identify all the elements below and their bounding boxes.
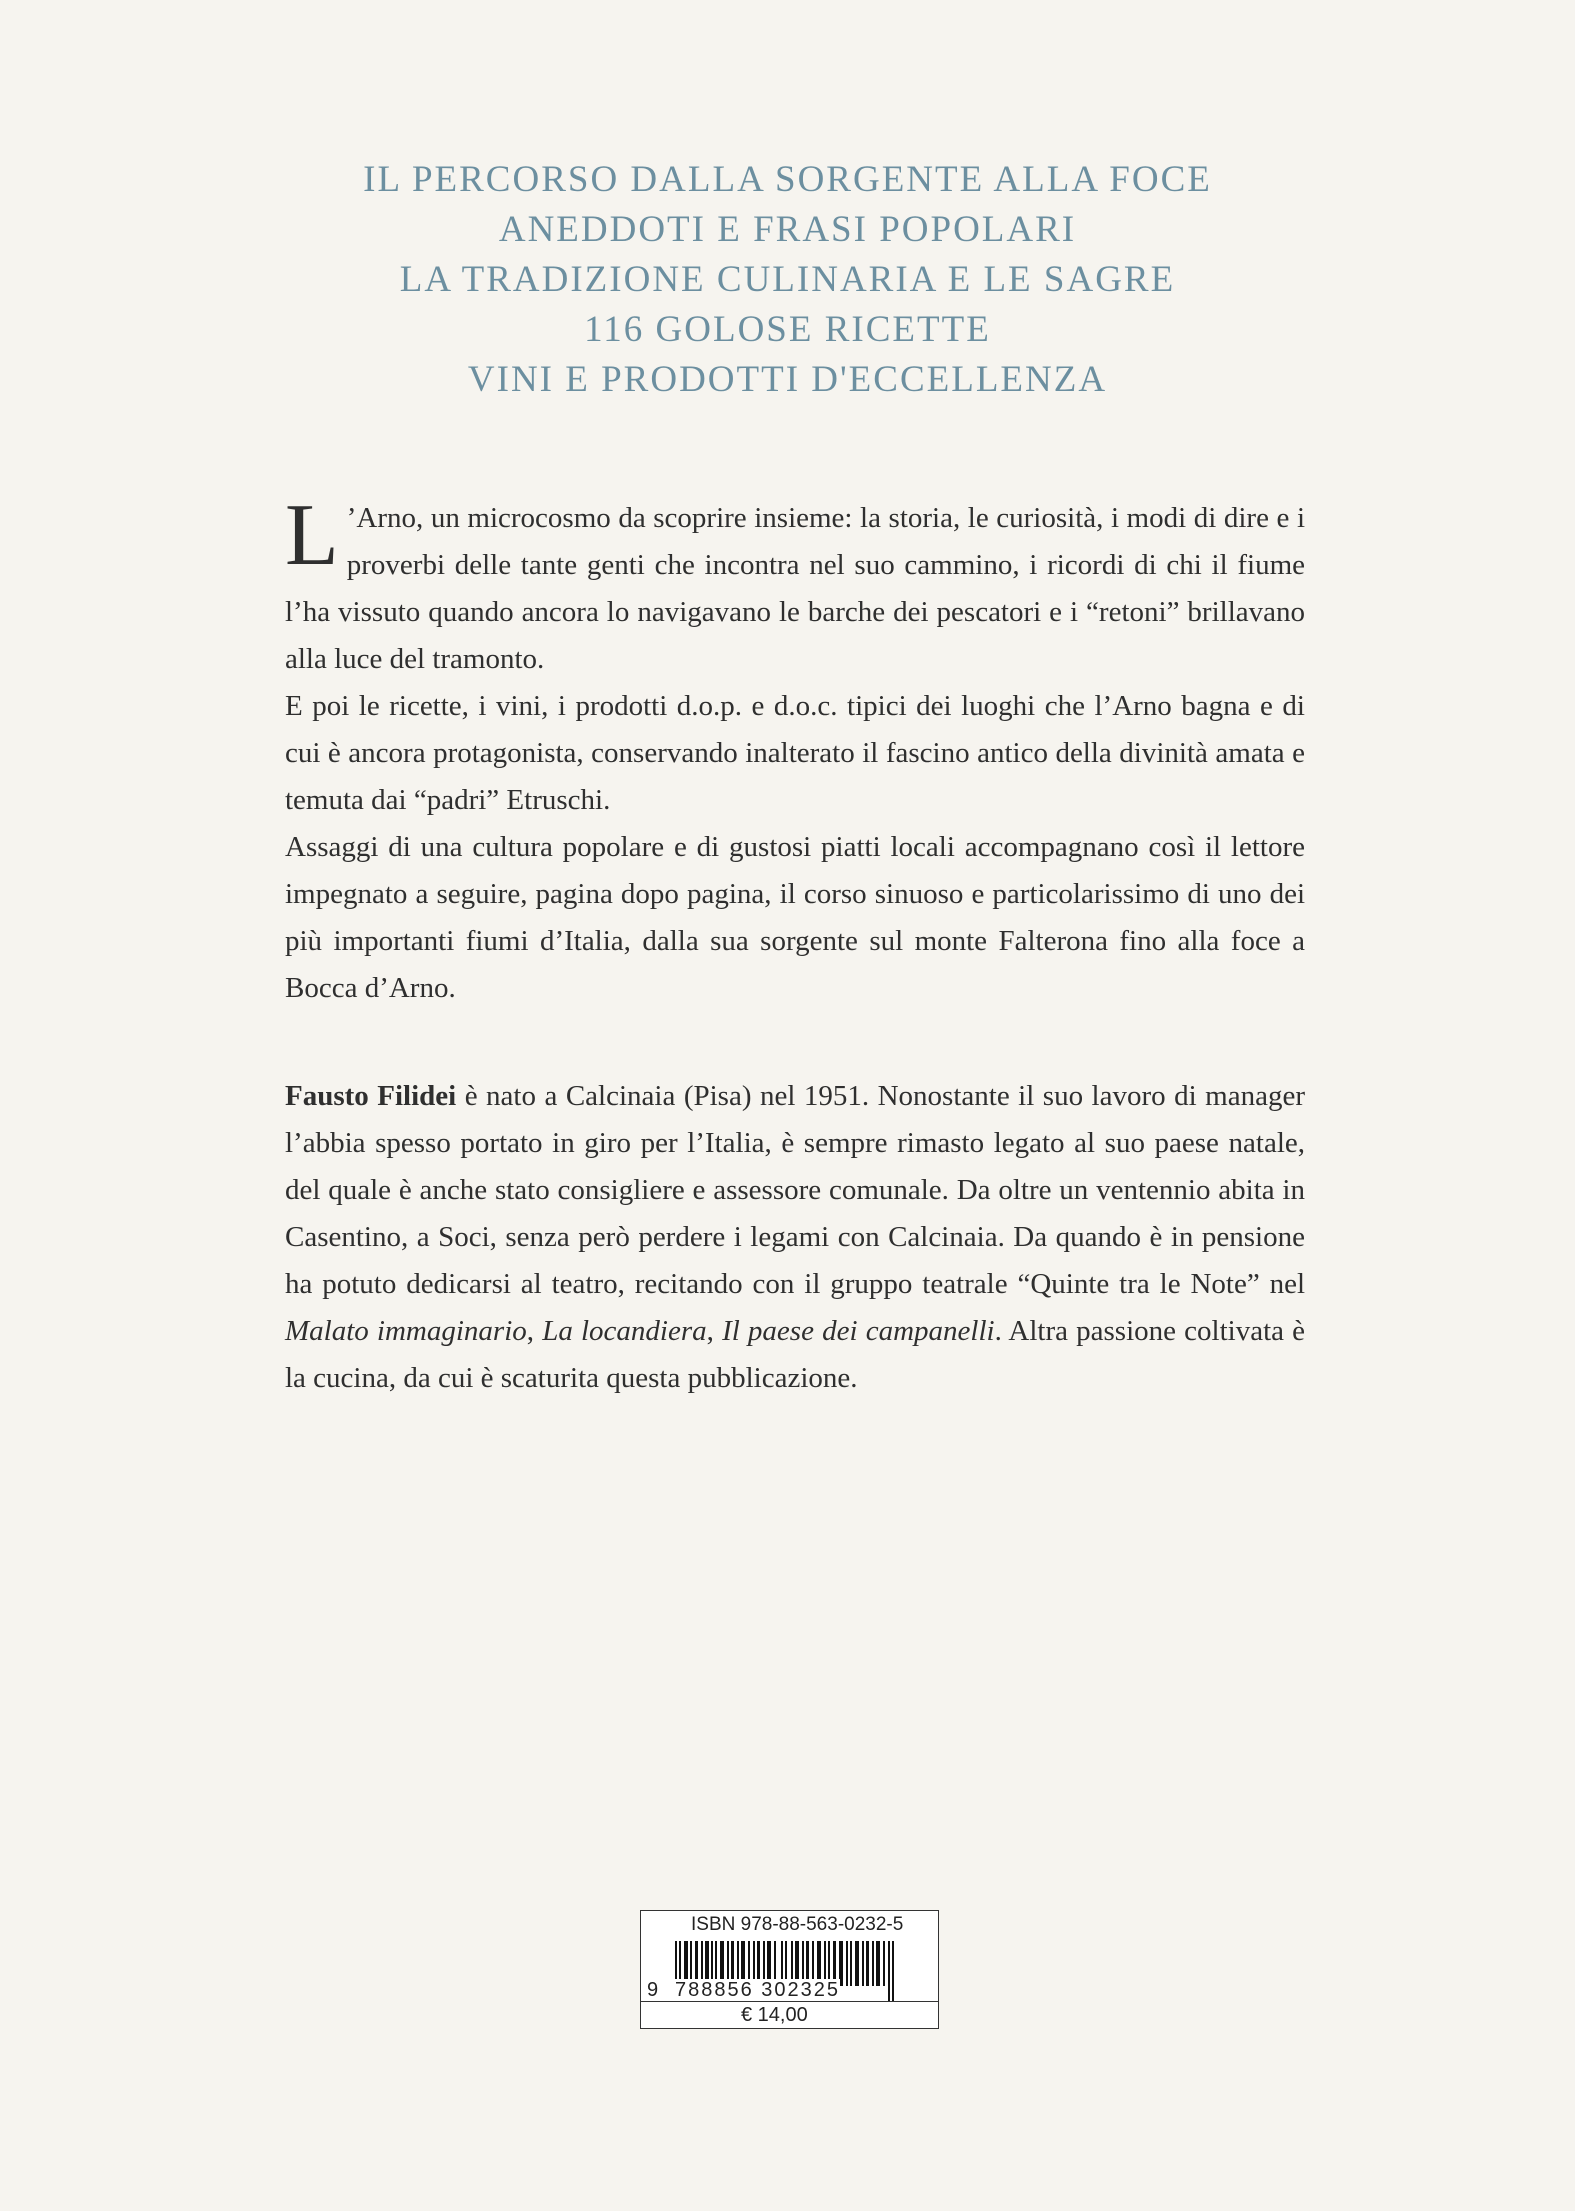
work-title-2: La locandiera [542, 1315, 707, 1347]
headline-1: IL PERCORSO DALLA SORGENTE ALLA FOCE [363, 159, 1212, 200]
headline-5: VINI E PRODOTTI D'ECCELLENZA [467, 359, 1108, 400]
headline-4: 116 GOLOSE RICETTE [584, 309, 991, 350]
headline-2: ANEDDOTI E FRASI POPOLARI [498, 209, 1077, 250]
separator-1: , [526, 1315, 543, 1347]
separator-2: , [706, 1315, 723, 1347]
barcode-box [640, 1910, 939, 2029]
work-title-1: Malato immaginario [285, 1315, 527, 1347]
drop-cap: L [285, 487, 339, 584]
barcode-number: 788856 302325 [675, 1979, 841, 2001]
price-divider [641, 2001, 938, 2002]
isbn-label: ISBN 978-88-563-0232-5 [691, 1914, 904, 1935]
author-text-1: è nato a Calcinaia (Pisa) nel 1951. Nonostante il suo lavoro di manager l’abbia spesso portato in giro per l’Italia, è sempre rimasto legato al suo paese natale, del quale è anche stato consigliere e assessore comunale. Da oltre un ventennio abita in Casentino, a Soci, senza però perdere i legami con Calcinaia. Da quando è in pensione ha potuto dedicarsi al teatro, recitando con il gruppo teatrale “Quinte tra le Note” nel [285, 1080, 1305, 1300]
blurb-paragraph-3: Assaggi di una cultura popolare e di gustosi piatti locali accompagnano così il lettore impegnato a seguire, pagina dopo pagina, il corso sinuoso e particolarissimo di uno dei più importanti fiumi d’Italia, dalla sua sorgente sul monte Falterona fino alla foce a Bocca d’Arno. [285, 831, 1305, 1004]
barcode-first-digit: 9 [647, 1979, 661, 2001]
blurb-paragraph-2: E poi le ricette, i vini, i prodotti d.o.p. e d.o.c. tipici dei luoghi che l’Arno bagna e di cui è ancora protagonista, conservando inalterato il fascino antico della divinità amata e temuta dai “padri” Etruschi. [285, 690, 1305, 816]
headlines [0, 155, 1575, 405]
author-name: Fausto Filidei [285, 1080, 457, 1112]
author-text-2: . Altra passione coltivata è la cucina, da cui è scaturita questa pubblicazione. [285, 1315, 1306, 1394]
blurb-text-1: ’Arno, un microcosmo da scoprire insieme: la storia, le curiosità, i modi di dire e i proverbi delle tante genti che incontra nel suo cammino, i ricordi di chi il fiume l’ha vissuto quando ancora lo navigavano le barche dei pescatori e i “retoni” brillavano alla luce del tramonto. [285, 502, 1305, 675]
blurb [285, 487, 1305, 1012]
author-bio [285, 1073, 1305, 1402]
price-label: € 14,00 [741, 2004, 808, 2026]
blurb-paragraph-1 [285, 487, 1305, 683]
headline-3: LA TRADIZIONE CULINARIA E LE SAGRE [399, 259, 1176, 300]
work-title-3: Il paese dei campanelli [722, 1315, 995, 1347]
